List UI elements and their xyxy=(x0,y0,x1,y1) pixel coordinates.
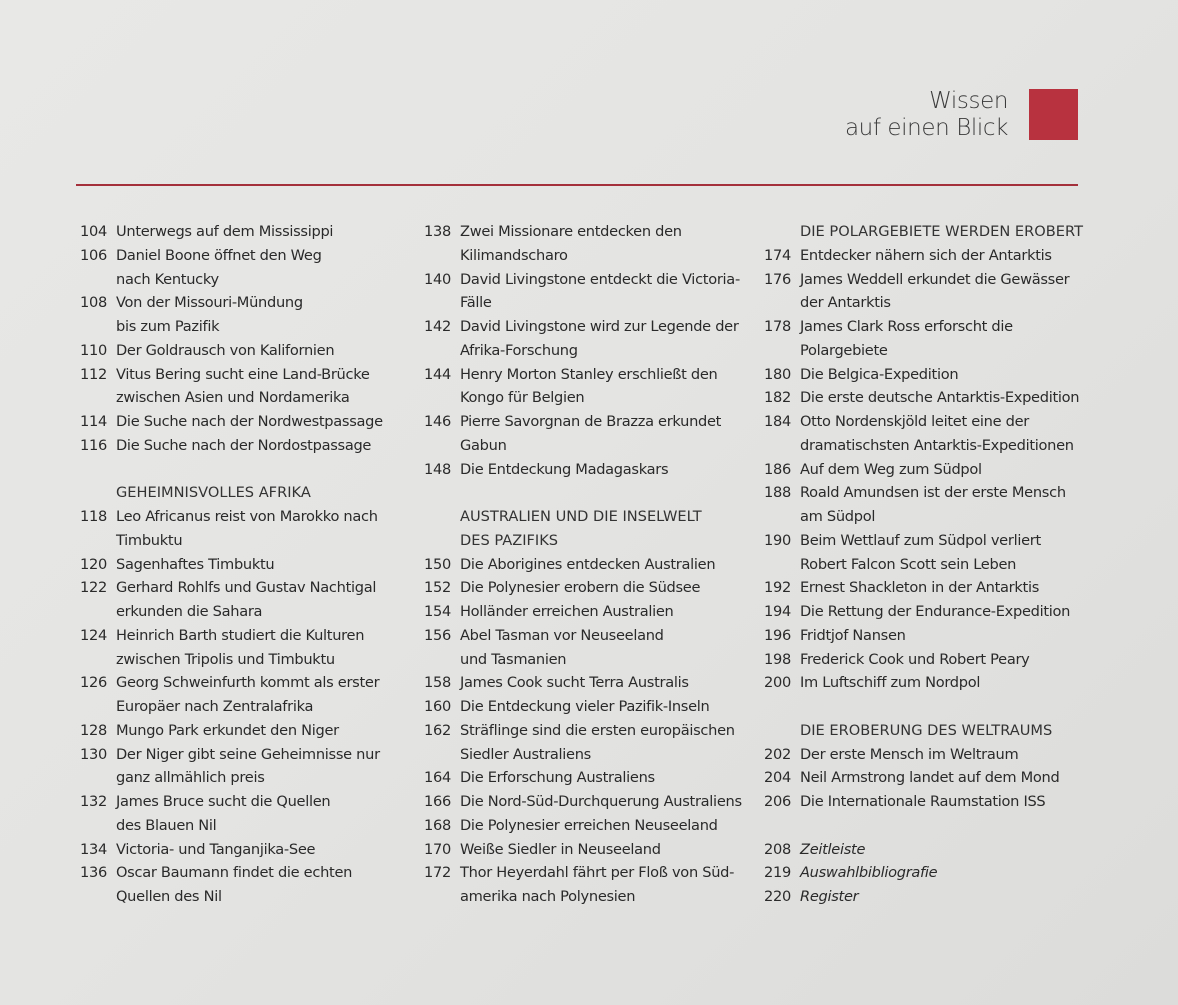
toc-page-number: 142 xyxy=(424,318,451,335)
toc-page-number: 158 xyxy=(424,674,451,692)
toc-entry-title-line: Oscar Baumann findet die echten xyxy=(116,864,353,882)
toc-page-number: 198 xyxy=(764,650,791,668)
toc-entry-title xyxy=(460,671,750,695)
toc-entry xyxy=(76,505,406,553)
toc-page-number: 184 xyxy=(764,413,791,430)
toc-page-number: 146 xyxy=(424,413,451,430)
toc-entry-title-line: Sträflinge sind die ersten europäischen xyxy=(460,721,735,739)
toc-page-number: 160 xyxy=(424,698,451,715)
toc-entry-title xyxy=(800,410,1090,458)
toc-entry-title xyxy=(800,600,1090,624)
toc-entry-title-line: Auf dem Weg zum Südpol xyxy=(800,460,982,478)
toc-page-number: 219 xyxy=(764,864,791,882)
toc-page-number: 162 xyxy=(424,721,451,739)
toc-entry-title-line: Die Erforschung Australiens xyxy=(460,769,655,787)
toc-entry-title-line: Fridtjof Nansen xyxy=(800,626,906,644)
toc-entry-title-line: Zeitleiste xyxy=(800,840,866,858)
toc-entry xyxy=(420,838,750,862)
toc-page-number: 104 xyxy=(80,223,107,240)
page-title-line-2: auf einen Blick xyxy=(844,115,1008,141)
toc-entry-title-line: Gabun xyxy=(460,436,507,454)
toc-entry xyxy=(76,671,406,719)
toc-entry-title-line: des Blauen Nil xyxy=(116,816,217,834)
section-heading xyxy=(420,505,750,553)
toc-entry-title xyxy=(460,458,750,482)
toc-page-number: 192 xyxy=(764,579,791,597)
toc-entry-title-line: Ernest Shackleton in der Antarktis xyxy=(800,579,1040,597)
toc-entry xyxy=(420,458,750,482)
toc-entry-title-line: Die Entdeckung Madagaskars xyxy=(460,460,669,478)
section-spacer xyxy=(420,481,750,505)
section-heading-line: GEHEIMNISVOLLES AFRIKA xyxy=(116,484,311,502)
toc-page-number: 202 xyxy=(764,745,791,763)
toc-entry-title-line: Von der Missouri-Mündung xyxy=(116,294,303,312)
toc-entry-title-line: Unterwegs auf dem Mississippi xyxy=(116,223,334,240)
toc-page-number: 200 xyxy=(764,674,791,692)
toc-entry xyxy=(76,434,406,458)
toc-entry xyxy=(760,244,1090,268)
toc-page-number: 166 xyxy=(424,793,451,810)
toc-entry xyxy=(760,766,1090,790)
toc-entry-title xyxy=(800,671,1090,695)
toc-entry-title-line: Heinrich Barth studiert die Kulturen xyxy=(116,626,365,644)
header-divider xyxy=(76,184,1078,186)
toc-entry-title xyxy=(116,410,406,434)
section-heading xyxy=(760,719,1090,743)
toc-entry xyxy=(76,553,406,577)
toc-entry xyxy=(76,576,406,624)
toc-entry xyxy=(420,766,750,790)
toc-entry-title xyxy=(116,220,406,244)
toc-entry-title xyxy=(800,481,1090,529)
toc-entry-title-line: Henry Morton Stanley erschließt den xyxy=(460,365,718,383)
toc-entry-title-line: Fälle xyxy=(460,294,492,312)
toc-entry-title-line: zwischen Asien und Nordamerika xyxy=(116,389,350,407)
toc-entry-title xyxy=(800,268,1090,316)
toc-entry-title-line: Die Nord-Süd-Durchquerung Australiens xyxy=(460,793,742,810)
toc-entry-title-line: Gerhard Rohlfs und Gustav Nachtigal xyxy=(116,579,377,597)
toc-entry xyxy=(760,410,1090,458)
toc-entry-title xyxy=(116,291,406,339)
toc-entry-title-line: Der Goldrausch von Kalifornien xyxy=(116,341,335,359)
section-heading-line: DIE POLARGEBIETE WERDEN EROBERT xyxy=(800,223,1083,240)
toc-entry-title xyxy=(460,220,750,268)
toc-entry-title-line: nach Kentucky xyxy=(116,270,219,288)
toc-entry-title-line: James Bruce sucht die Quellen xyxy=(116,793,331,810)
toc-page-number: 190 xyxy=(764,531,791,549)
toc-entry-title xyxy=(800,624,1090,648)
toc-entry-title xyxy=(116,719,406,743)
toc-entry-title-line: zwischen Tripolis und Timbuktu xyxy=(116,650,335,668)
toc-entry-title xyxy=(460,600,750,624)
toc-entry xyxy=(420,268,750,316)
toc-page-number: 164 xyxy=(424,769,451,787)
toc-entry-title-line: am Südpol xyxy=(800,508,876,525)
toc-entry xyxy=(420,410,750,458)
toc-entry-title xyxy=(460,268,750,316)
toc-entry-title-line: erkunden die Sahara xyxy=(116,603,263,620)
toc-entry xyxy=(420,363,750,411)
toc-entry-title-line: ganz allmählich preis xyxy=(116,769,265,787)
toc-page-number: 208 xyxy=(764,840,791,858)
toc-entry-title xyxy=(800,386,1090,410)
toc-entry-title xyxy=(116,244,406,292)
toc-entry xyxy=(760,600,1090,624)
toc-entry xyxy=(760,624,1090,648)
toc-entry xyxy=(76,861,406,909)
toc-entry-title-line: Afrika-Forschung xyxy=(460,341,578,359)
toc-entry-title-line: Mungo Park erkundet den Niger xyxy=(116,721,339,739)
toc-entry-title-line: Timbuktu xyxy=(116,531,183,549)
toc-entry-title xyxy=(116,743,406,791)
toc-entry-title-line: Die Aborigines entdecken Australien xyxy=(460,555,716,573)
toc-page-number: 108 xyxy=(80,294,107,312)
toc-page-number: 204 xyxy=(764,769,791,787)
toc-page-number: 148 xyxy=(424,460,451,478)
toc-entry xyxy=(76,624,406,672)
section-heading-line: DIE EROBERUNG DES WELTRAUMS xyxy=(800,721,1053,739)
section-heading xyxy=(76,481,406,505)
toc-page-number: 194 xyxy=(764,603,791,620)
toc-entry-title xyxy=(460,766,750,790)
toc-entry-title-line: bis zum Pazifik xyxy=(116,318,220,335)
toc-entry-title-line: Holländer erreichen Australien xyxy=(460,603,674,620)
toc-entry-title-line: amerika nach Polynesien xyxy=(460,888,636,905)
toc-entry xyxy=(420,600,750,624)
toc-entry xyxy=(760,529,1090,577)
toc-entry-title-line: Robert Falcon Scott sein Leben xyxy=(800,555,1017,573)
toc-page-number: 134 xyxy=(80,840,107,858)
toc-entry xyxy=(760,790,1090,814)
section-heading-line: AUSTRALIEN UND DIE INSELWELT xyxy=(460,508,702,525)
toc-entry-title xyxy=(800,576,1090,600)
toc-page-number: 176 xyxy=(764,270,791,288)
toc-page-number: 110 xyxy=(80,341,107,359)
toc-entry-title-line: Polargebiete xyxy=(800,341,888,359)
accent-square xyxy=(1029,89,1078,140)
toc-entry-title-line: Otto Nordenskjöld leitet eine der xyxy=(800,413,1029,430)
toc-page-number: 114 xyxy=(80,413,107,430)
toc-entry xyxy=(76,339,406,363)
toc-entry-title-line: Abel Tasman vor Neuseeland xyxy=(460,626,664,644)
toc-entry-title-line: Die erste deutsche Antarktis-Expedition xyxy=(800,389,1080,407)
toc-entry-title xyxy=(460,315,750,363)
toc-page-number: 174 xyxy=(764,246,791,264)
toc-page-number: 128 xyxy=(80,721,107,739)
toc-entry-title-line: Die Belgica-Expedition xyxy=(800,365,959,383)
toc-entry xyxy=(420,553,750,577)
toc-entry-title xyxy=(116,790,406,838)
toc-entry-title-line: Zwei Missionare entdecken den xyxy=(460,223,682,240)
toc-entry-title-line: Die Polynesier erreichen Neuseeland xyxy=(460,816,718,834)
section-spacer xyxy=(76,458,406,482)
toc-entry-title-line: Der Niger gibt seine Geheimnisse nur xyxy=(116,745,380,763)
toc-entry-title-line: und Tasmanien xyxy=(460,650,567,668)
toc-page-number: 126 xyxy=(80,674,107,692)
toc-entry-title-line: Der erste Mensch im Weltraum xyxy=(800,745,1019,763)
toc-page-number: 220 xyxy=(764,888,791,905)
toc-entry-title-line: Die Internationale Raumstation ISS xyxy=(800,793,1046,810)
toc-entry-title xyxy=(116,434,406,458)
toc-entry xyxy=(760,671,1090,695)
toc-entry-title-line: Vitus Bering sucht eine Land-Brücke xyxy=(116,365,370,383)
toc-column-2 xyxy=(420,220,750,909)
toc-page-number: 188 xyxy=(764,484,791,502)
toc-entry xyxy=(760,576,1090,600)
toc-entry-title xyxy=(800,363,1090,387)
toc-entry xyxy=(760,861,1090,885)
toc-page-number: 168 xyxy=(424,816,451,834)
toc-entry-title-line: Victoria- und Tanganjika-See xyxy=(116,840,316,858)
toc-entry-title xyxy=(800,885,1090,909)
toc-entry-title-line: Die Suche nach der Nordostpassage xyxy=(116,436,372,454)
toc-entry-title xyxy=(460,363,750,411)
toc-entry-title-line: Im Luftschiff zum Nordpol xyxy=(800,674,981,692)
toc-entry xyxy=(760,885,1090,909)
toc-entry-title xyxy=(800,743,1090,767)
toc-entry xyxy=(76,743,406,791)
toc-entry xyxy=(760,458,1090,482)
toc-page-number: 140 xyxy=(424,270,451,288)
page-title xyxy=(845,88,1008,142)
toc-entry-title-line: James Weddell erkundet die Gewässer xyxy=(800,270,1070,288)
toc-entry-title xyxy=(460,695,750,719)
toc-entry-title xyxy=(800,529,1090,577)
toc-entry xyxy=(420,315,750,363)
toc-entry-title-line: Sagenhaftes Timbuktu xyxy=(116,555,275,573)
toc-page-number: 120 xyxy=(80,555,107,573)
toc-entry-title-line: Quellen des Nil xyxy=(116,888,222,905)
toc-page-number: 118 xyxy=(80,508,107,525)
toc-page-number: 154 xyxy=(424,603,451,620)
toc-page-number: 170 xyxy=(424,840,451,858)
toc-entry-title xyxy=(116,671,406,719)
toc-entry xyxy=(420,790,750,814)
toc-entry xyxy=(420,576,750,600)
toc-page-number: 182 xyxy=(764,389,791,407)
toc-entry-title xyxy=(116,363,406,411)
toc-page-number: 150 xyxy=(424,555,451,573)
toc-entry-title xyxy=(800,458,1090,482)
toc-entry-title-line: Beim Wettlauf zum Südpol verliert xyxy=(800,531,1041,549)
toc-entry-title-line: Kongo für Belgien xyxy=(460,389,585,407)
toc-entry-title xyxy=(460,719,750,767)
toc-entry-title xyxy=(460,410,750,458)
toc-entry-title xyxy=(116,861,406,909)
toc-entry-title-line: Neil Armstrong landet auf dem Mond xyxy=(800,769,1060,787)
toc-entry xyxy=(420,624,750,672)
toc-entry xyxy=(76,363,406,411)
toc-entry-title-line: Roald Amundsen ist der erste Mensch xyxy=(800,484,1066,502)
toc-entry-title-line: Register xyxy=(800,888,859,905)
toc-entry xyxy=(76,220,406,244)
toc-page-number: 206 xyxy=(764,793,791,810)
toc-entry-title-line: Die Entdeckung vieler Pazifik-Inseln xyxy=(460,698,710,715)
toc-entry xyxy=(760,648,1090,672)
toc-entry-title-line: Daniel Boone öffnet den Weg xyxy=(116,246,322,264)
section-heading-line: DES PAZIFIKS xyxy=(460,531,559,549)
toc-entry xyxy=(76,838,406,862)
toc-page-number: 132 xyxy=(80,793,107,810)
toc-page-number: 130 xyxy=(80,745,107,763)
toc-entry-title xyxy=(800,838,1090,862)
toc-entry-title xyxy=(460,838,750,862)
toc-page-number: 144 xyxy=(424,365,451,383)
toc-page-number: 122 xyxy=(80,579,107,597)
toc-entry-title xyxy=(116,505,406,553)
toc-entry-title xyxy=(116,838,406,862)
toc-entry-title xyxy=(800,790,1090,814)
toc-entry-title xyxy=(800,648,1090,672)
toc-entry xyxy=(76,790,406,838)
toc-page-number: 172 xyxy=(424,864,451,882)
toc-entry-title xyxy=(800,861,1090,885)
toc-entry xyxy=(76,291,406,339)
toc-entry-title xyxy=(460,861,750,909)
toc-entry xyxy=(420,671,750,695)
toc-entry-title-line: Entdecker nähern sich der Antarktis xyxy=(800,246,1052,264)
toc-entry xyxy=(760,315,1090,363)
toc-entry-title xyxy=(460,814,750,838)
toc-entry-title-line: Europäer nach Zentralafrika xyxy=(116,698,314,715)
toc-entry-title-line: Georg Schweinfurth kommt als erster xyxy=(116,674,380,692)
toc-entry xyxy=(420,814,750,838)
page-title-line-1: Wissen xyxy=(929,88,1008,114)
toc-entry-title-line: Kilimandscharo xyxy=(460,246,568,264)
toc-entry xyxy=(760,743,1090,767)
toc-entry-title-line: Pierre Savorgnan de Brazza erkundet xyxy=(460,413,722,430)
toc-entry-title xyxy=(116,339,406,363)
toc-page-number: 180 xyxy=(764,365,791,383)
toc-page-number: 124 xyxy=(80,626,107,644)
toc-entry-title-line: der Antarktis xyxy=(800,294,891,312)
toc-entry xyxy=(760,363,1090,387)
toc-entry-title-line: James Cook sucht Terra Australis xyxy=(460,674,689,692)
toc-entry xyxy=(420,220,750,268)
toc-entry xyxy=(76,410,406,434)
toc-page-number: 116 xyxy=(80,436,107,454)
toc-page-number: 138 xyxy=(424,223,451,240)
toc-page-number: 152 xyxy=(424,579,451,597)
toc-entry-title-line: Auswahlbibliografie xyxy=(800,864,938,882)
toc-entry xyxy=(76,719,406,743)
toc-page-number: 186 xyxy=(764,460,791,478)
toc-entry-title-line: David Livingstone entdeckt die Victoria- xyxy=(460,270,740,288)
toc-entry xyxy=(420,695,750,719)
toc-entry-title xyxy=(116,576,406,624)
toc-entry-title xyxy=(800,244,1090,268)
toc-page-number: 156 xyxy=(424,626,451,644)
toc-entry xyxy=(760,481,1090,529)
toc-entry-title-line: Leo Africanus reist von Marokko nach xyxy=(116,508,378,525)
toc-entry-title-line: dramatischsten Antarktis-Expeditionen xyxy=(800,436,1074,454)
section-spacer xyxy=(760,695,1090,719)
toc-entry-title-line: David Livingstone wird zur Legende der xyxy=(460,318,739,335)
toc-column-1 xyxy=(76,220,406,909)
toc-entry xyxy=(420,861,750,909)
toc-entry xyxy=(760,386,1090,410)
toc-entry-title-line: Siedler Australiens xyxy=(460,745,591,763)
toc-entry xyxy=(420,719,750,767)
toc-page-number: 178 xyxy=(764,318,791,335)
toc-entry xyxy=(760,268,1090,316)
toc-page-number: 196 xyxy=(764,626,791,644)
toc-page-number: 106 xyxy=(80,246,107,264)
toc-entry-title xyxy=(116,553,406,577)
toc-entry-title-line: Weiße Siedler in Neuseeland xyxy=(460,840,661,858)
toc-entry-title-line: Die Suche nach der Nordwestpassage xyxy=(116,413,383,430)
toc-entry-title-line: Die Rettung der Endurance-Expedition xyxy=(800,603,1071,620)
toc-entry-title xyxy=(460,790,750,814)
toc-page-number: 112 xyxy=(80,365,107,383)
toc-entry-title xyxy=(116,624,406,672)
toc-entry-title-line: James Clark Ross erforscht die xyxy=(800,318,1013,335)
toc-entry-title xyxy=(800,766,1090,790)
toc-entry-title-line: Thor Heyerdahl fährt per Floß von Süd- xyxy=(460,864,735,882)
toc-page-number: 136 xyxy=(80,864,107,882)
toc-column-3 xyxy=(760,220,1090,909)
toc-entry-title-line: Frederick Cook und Robert Peary xyxy=(800,650,1030,668)
toc-entry-title xyxy=(460,576,750,600)
toc-entry xyxy=(760,838,1090,862)
toc-entry-title xyxy=(460,553,750,577)
section-heading xyxy=(760,220,1090,244)
toc-entry-title xyxy=(460,624,750,672)
toc-entry-title-line: Die Polynesier erobern die Südsee xyxy=(460,579,701,597)
toc-entry xyxy=(76,244,406,292)
section-spacer xyxy=(760,814,1090,838)
toc-entry-title xyxy=(800,315,1090,363)
